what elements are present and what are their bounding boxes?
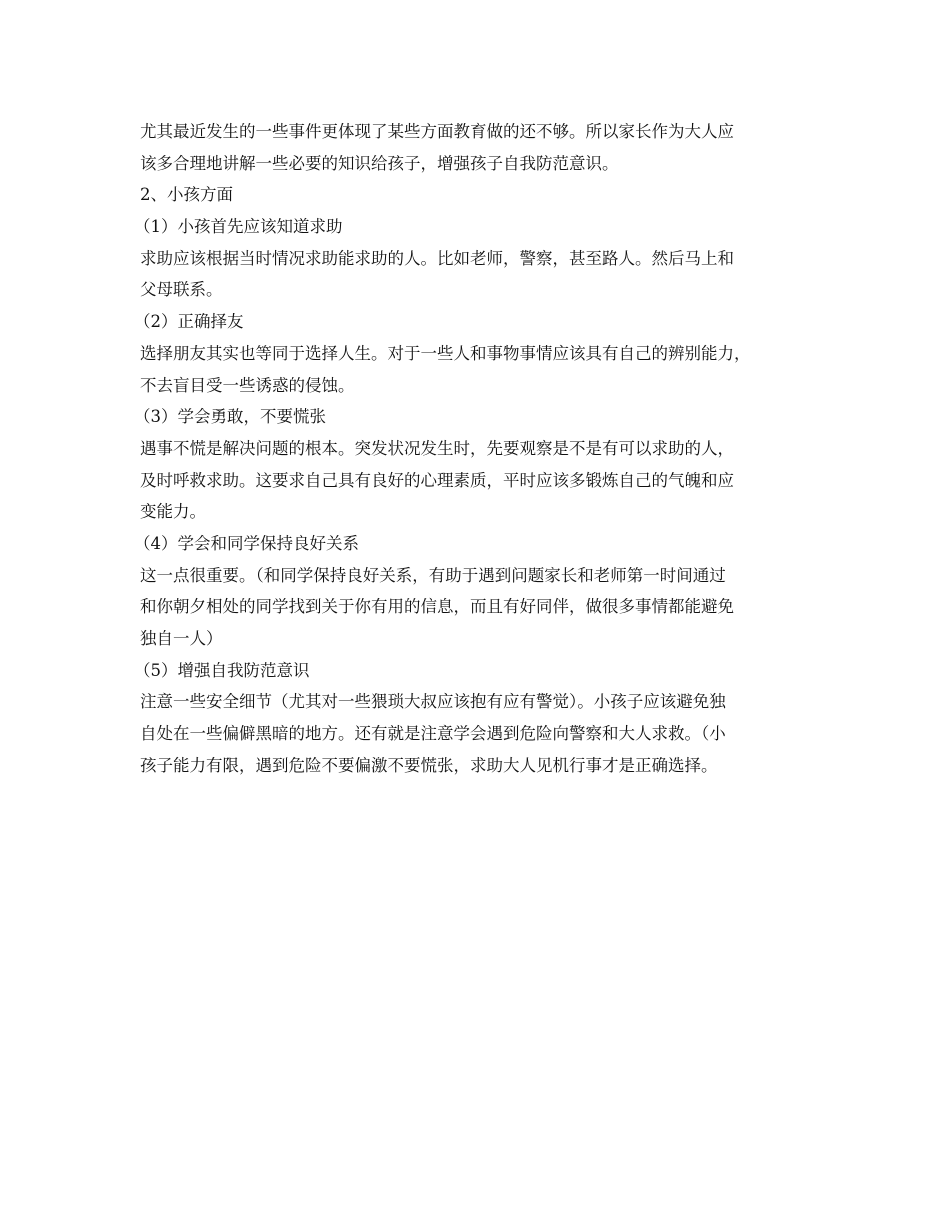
body-line: 自处在一些偏僻黑暗的地方。还有就是注意学会遇到危险向警察和大人求救。（小 (140, 724, 726, 744)
subsection-heading: （1）小孩首先应该知道求助 (134, 217, 343, 237)
subsection-heading: （3）学会勇敢，不要慌张 (134, 407, 326, 427)
body-line: 选择朋友其实也等同于选择人生。对于一些人和事物事情应该具有自己的辨别能力， (140, 343, 751, 363)
body-line: 尤其最近发生的一些事件更体现了某些方面教育做的还不够。所以家长作为大人应 (140, 122, 734, 141)
body-line: 及时呼救求助。这要求自己具有良好的心理素质，平时应该多锻炼自己的气魄和应 (140, 470, 734, 490)
body-line: 注意一些安全细节（尤其对一些猥琐大叔应该抱有应有警觉）。小孩子应该避免独 (140, 692, 726, 712)
body-line: 该多合理地讲解一些必要的知识给孩子，增强孩子自我防范意识。 (140, 153, 619, 173)
document-body (134, 116, 830, 781)
body-line: 变能力。 (140, 502, 206, 522)
body-line: 不去盲目受一些诱惑的侵蚀。 (140, 375, 355, 395)
subsection-heading: （4）学会和同学保持良好关系 (134, 533, 359, 553)
section-heading: 2、小孩方面 (140, 185, 233, 205)
subsection-heading: （5）增强自我防范意识 (134, 660, 310, 680)
body-line: 这一点很重要。（和同学保持良好关系，有助于遇到问题家长和老师第一时间通过 (140, 565, 726, 585)
body-line: 孩子能力有限，遇到危险不要偏激不要慌张，求助大人见机行事才是正确选择。 (140, 755, 718, 775)
body-line: 独自一人） (140, 629, 223, 648)
body-line: 父母联系。 (140, 280, 223, 300)
body-line: 遇事不慌是解决问题的根本。突发状况发生时，先要观察是不是有可以求助的人， (140, 438, 734, 458)
subsection-heading: （2）正确择友 (134, 312, 244, 332)
body-line: 求助应该根据当时情况求助能求助的人。比如老师，警察，甚至路人。然后马上和 (140, 248, 734, 268)
body-line: 和你朝夕相处的同学找到关于你有用的信息，而且有好同伴，做很多事情都能避免 (140, 597, 734, 617)
